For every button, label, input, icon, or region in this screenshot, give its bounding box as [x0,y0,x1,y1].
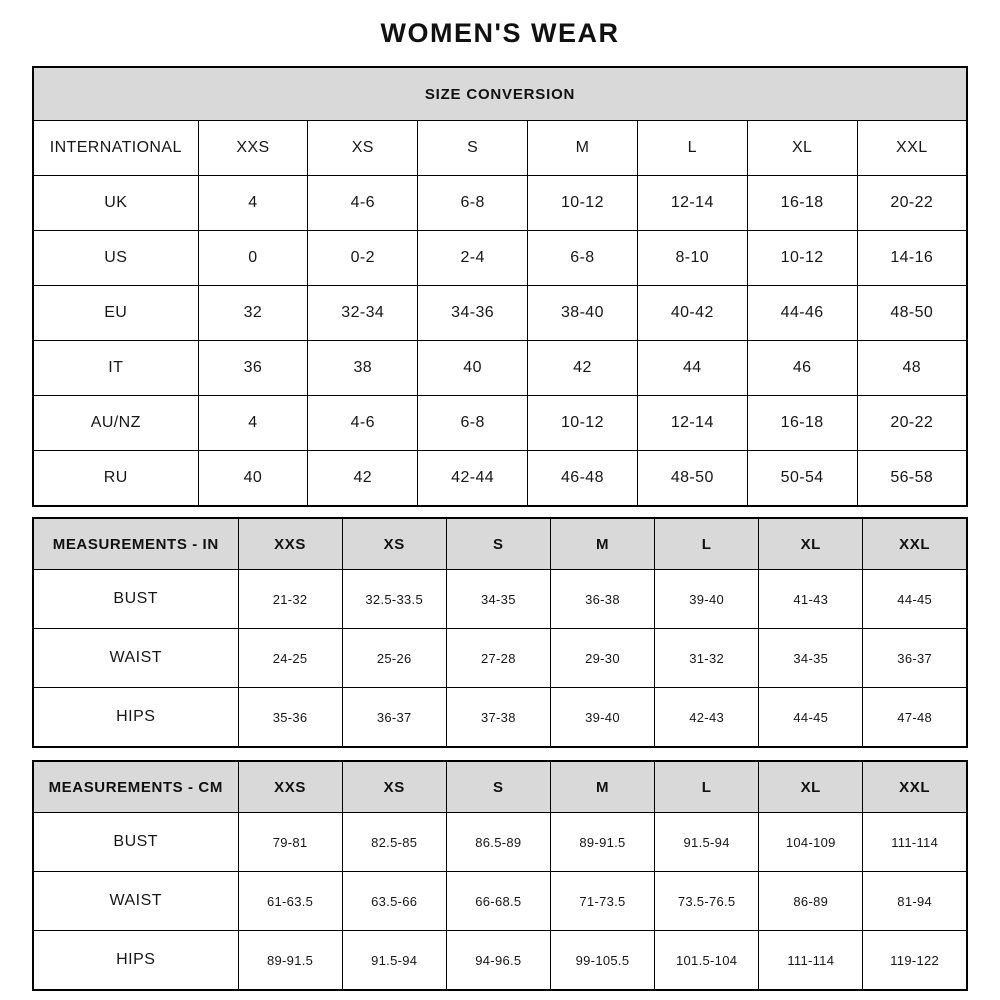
row-label-waist: WAIST [33,872,238,931]
measure-cell: 71-73.5 [550,872,654,931]
size-conversion-header-row [33,67,967,121]
size-cell: 6-8 [418,396,528,451]
measure-cell: 86-89 [759,872,863,931]
measure-cell: 35-36 [238,688,342,748]
size-header-s: S [446,761,550,813]
size-cell: 12-14 [637,396,747,451]
measure-cell: 111-114 [759,931,863,991]
size-cell: 40 [418,341,528,396]
size-cell: 6-8 [528,231,638,286]
table-row-eu [33,286,967,341]
size-header-xxs: XXS [238,518,342,570]
row-label-bust: BUST [33,813,238,872]
table-row-hips-in [33,688,967,748]
table-row-it [33,341,967,396]
row-label-aunz: AU/NZ [33,396,198,451]
size-header-xxl: XXL [863,518,967,570]
table-row-waist-cm [33,872,967,931]
size-cell: 56-58 [857,451,967,507]
measure-cell: 32.5-33.5 [342,570,446,629]
measurements-in-header: MEASUREMENTS - IN [33,518,238,570]
size-conversion-table [32,66,968,507]
measure-cell: 25-26 [342,629,446,688]
measure-cell: 104-109 [759,813,863,872]
size-cell: 38-40 [528,286,638,341]
row-label-hips: HIPS [33,688,238,748]
measure-cell: 61-63.5 [238,872,342,931]
table-row-bust-in [33,570,967,629]
page-title: WOMEN'S WEAR [380,18,620,48]
size-cell: 46-48 [528,451,638,507]
size-header-l: L [655,761,759,813]
size-cell: 10-12 [528,176,638,231]
measurements-in-header-row [33,518,967,570]
measure-cell: 42-43 [655,688,759,748]
measure-cell: 44-45 [759,688,863,748]
size-cell: 34-36 [418,286,528,341]
measure-cell: 94-96.5 [446,931,550,991]
column-header-international: INTERNATIONAL [33,121,198,176]
table-row-aunz [33,396,967,451]
size-cell: 48 [857,341,967,396]
measure-cell: 63.5-66 [342,872,446,931]
size-cell: 32 [198,286,308,341]
size-cell: 4-6 [308,396,418,451]
size-cell: 16-18 [747,176,857,231]
measure-cell: 99-105.5 [550,931,654,991]
size-cell: 50-54 [747,451,857,507]
size-cell: 0 [198,231,308,286]
size-cell: 12-14 [637,176,747,231]
measure-cell: 91.5-94 [655,813,759,872]
size-cell: 48-50 [857,286,967,341]
table-row-us [33,231,967,286]
size-cell: 0-2 [308,231,418,286]
size-header-xxl: XXL [863,761,967,813]
row-label-eu: EU [33,286,198,341]
measure-cell: 91.5-94 [342,931,446,991]
size-cell: 20-22 [857,396,967,451]
measure-cell: 86.5-89 [446,813,550,872]
measure-cell: 89-91.5 [550,813,654,872]
measure-cell: 111-114 [863,813,967,872]
measurements-cm-header: MEASUREMENTS - CM [33,761,238,813]
size-conversion-columns-row [33,121,967,176]
size-cell: 10-12 [528,396,638,451]
column-header-xxl: XXL [857,121,967,176]
table-row-ru [33,451,967,507]
measure-cell: 119-122 [863,931,967,991]
row-label-bust: BUST [33,570,238,629]
table-row-waist-in [33,629,967,688]
size-cell: 10-12 [747,231,857,286]
table-row-uk [33,176,967,231]
measure-cell: 44-45 [863,570,967,629]
size-header-xl: XL [759,761,863,813]
measure-cell: 73.5-76.5 [655,872,759,931]
measure-cell: 81-94 [863,872,967,931]
column-header-xs: XS [308,121,418,176]
size-cell: 40 [198,451,308,507]
size-cell: 4 [198,176,308,231]
column-header-xl: XL [747,121,857,176]
measure-cell: 21-32 [238,570,342,629]
size-cell: 8-10 [637,231,747,286]
size-cell: 16-18 [747,396,857,451]
measure-cell: 39-40 [550,688,654,748]
measure-cell: 101.5-104 [655,931,759,991]
size-cell: 42 [308,451,418,507]
measure-cell: 79-81 [238,813,342,872]
size-cell: 4-6 [308,176,418,231]
measure-cell: 31-32 [655,629,759,688]
size-cell: 44-46 [747,286,857,341]
size-header-xs: XS [342,518,446,570]
size-header-s: S [446,518,550,570]
measure-cell: 34-35 [759,629,863,688]
measure-cell: 41-43 [759,570,863,629]
measure-cell: 36-38 [550,570,654,629]
column-header-l: L [637,121,747,176]
table-row-hips-cm [33,931,967,991]
size-cell: 48-50 [637,451,747,507]
size-header-l: L [655,518,759,570]
measure-cell: 36-37 [863,629,967,688]
measure-cell: 89-91.5 [238,931,342,991]
measure-cell: 27-28 [446,629,550,688]
size-cell: 32-34 [308,286,418,341]
column-header-s: S [418,121,528,176]
measurements-in-table [32,517,968,748]
measurements-cm-header-row [33,761,967,813]
size-cell: 40-42 [637,286,747,341]
row-label-it: IT [33,341,198,396]
row-label-waist: WAIST [33,629,238,688]
measure-cell: 34-35 [446,570,550,629]
size-cell: 2-4 [418,231,528,286]
measure-cell: 29-30 [550,629,654,688]
measure-cell: 24-25 [238,629,342,688]
size-header-m: M [550,518,654,570]
row-label-hips: HIPS [33,931,238,991]
size-cell: 44 [637,341,747,396]
size-cell: 4 [198,396,308,451]
size-cell: 42-44 [418,451,528,507]
size-header-xxs: XXS [238,761,342,813]
column-header-m: M [528,121,638,176]
row-label-uk: UK [33,176,198,231]
size-header-xs: XS [342,761,446,813]
measure-cell: 36-37 [342,688,446,748]
measure-cell: 47-48 [863,688,967,748]
measure-cell: 66-68.5 [446,872,550,931]
measure-cell: 37-38 [446,688,550,748]
measure-cell: 82.5-85 [342,813,446,872]
size-header-xl: XL [759,518,863,570]
size-cell: 46 [747,341,857,396]
column-header-xxs: XXS [198,121,308,176]
size-cell: 42 [528,341,638,396]
size-cell: 20-22 [857,176,967,231]
row-label-ru: RU [33,451,198,507]
measure-cell: 39-40 [655,570,759,629]
size-cell: 14-16 [857,231,967,286]
size-cell: 36 [198,341,308,396]
size-header-m: M [550,761,654,813]
size-conversion-header: SIZE CONVERSION [33,67,967,121]
size-cell: 6-8 [418,176,528,231]
measurements-cm-table [32,760,968,991]
row-label-us: US [33,231,198,286]
table-row-bust-cm [33,813,967,872]
size-cell: 38 [308,341,418,396]
